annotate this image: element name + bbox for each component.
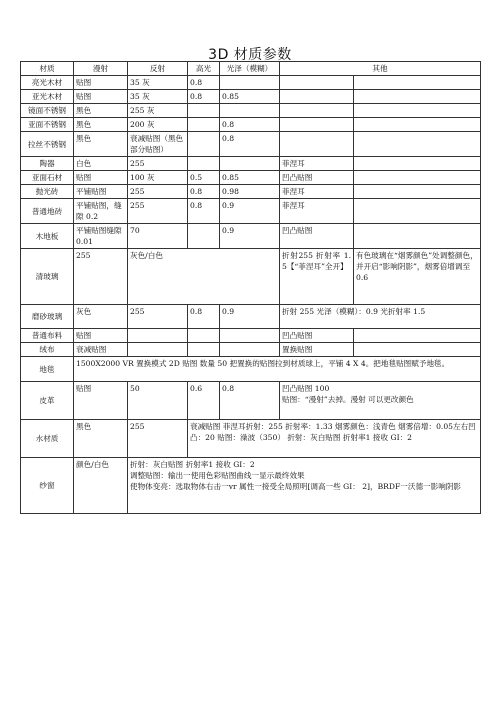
table-row xyxy=(21,185,481,199)
other-cell-extra xyxy=(354,329,481,343)
material-name: 纱窗 xyxy=(21,458,74,514)
other-cell-extra xyxy=(354,132,481,157)
other-cell: 菲涅耳 xyxy=(280,199,354,224)
other-cell-extra xyxy=(354,76,481,90)
highlight-cell xyxy=(188,329,220,343)
material-name: 绒布 xyxy=(21,343,74,357)
table-row xyxy=(21,343,481,357)
screen-line-1: 折射：灰白贴图 折射率1 接收 GI：2 xyxy=(130,460,255,469)
highlight-cell xyxy=(188,132,220,157)
header-gloss: 光泽（模糊） xyxy=(220,62,280,76)
highlight-cell xyxy=(188,343,220,357)
other-cell xyxy=(280,132,354,157)
diffuse-cell: 平铺贴图缝隙 0.01 xyxy=(74,224,128,249)
diffuse-cell: 黑色 xyxy=(74,104,128,118)
header-material: 材质 xyxy=(21,62,74,76)
diffuse-cell: 黑色 xyxy=(74,118,128,132)
other-cell xyxy=(280,104,354,118)
gloss-cell: 0.98 xyxy=(220,185,280,199)
reflect-cell: 35 灰 xyxy=(128,76,188,90)
gloss-cell: 0.8 xyxy=(220,118,280,132)
gloss-cell xyxy=(220,157,280,171)
diffuse-cell: 颜色/白色 xyxy=(74,458,128,514)
highlight-cell xyxy=(188,104,220,118)
material-name: 水材质 xyxy=(21,420,74,458)
material-name: 拉丝不锈钢 xyxy=(21,132,74,157)
highlight-cell xyxy=(188,224,220,249)
screen-line-2: 调整贴图：输出一使用色彩贴图曲线一显示最终效果 xyxy=(130,471,305,480)
diffuse-cell: 黑色 xyxy=(74,420,128,458)
material-name: 木地板 xyxy=(21,224,74,249)
other-cell xyxy=(280,118,354,132)
material-name: 镜面不锈钢 xyxy=(21,104,74,118)
gloss-cell: 0.8 xyxy=(220,382,280,420)
highlight-cell: 0.8 xyxy=(188,76,220,90)
highlight-cell xyxy=(188,157,220,171)
carpet-description: 1500X2000 VR 置换模式 2D 贴图 数量 50 把置换的贴图拉到材质球上，平铺 4 X 4。把地毯贴图赋予地毯。 xyxy=(74,357,481,382)
reflect-cell: 255 xyxy=(128,157,188,171)
table-row xyxy=(21,420,481,458)
reflect-cell: 255 xyxy=(128,185,188,199)
diffuse-cell: 贴图 xyxy=(74,171,128,185)
table-row xyxy=(21,157,481,171)
diffuse-cell: 贴图 xyxy=(74,382,128,420)
material-name: 亚面不锈钢 xyxy=(21,118,74,132)
other-cell-extra xyxy=(354,118,481,132)
reflect-cell xyxy=(128,329,188,343)
other-line-1: 凹凸贴图 100 xyxy=(282,384,330,393)
diffuse-cell: 平铺贴图，缝隙 0.2 xyxy=(74,199,128,224)
diffuse-cell: 贴图 xyxy=(74,90,128,104)
material-name: 亚光木材 xyxy=(21,90,74,104)
other-cell: 凹凸贴图 xyxy=(280,329,354,343)
reflect-cell: 255 灰 xyxy=(128,104,188,118)
other-cell-extra xyxy=(354,171,481,185)
reflect-cell: 200 灰 xyxy=(128,118,188,132)
highlight-cell: 0.8 xyxy=(188,185,220,199)
other-cell xyxy=(280,382,481,420)
other-line-2: 贴图：“漫射”去掉。漫射 可以更改颜色 xyxy=(282,395,414,404)
highlight-cell xyxy=(188,118,220,132)
material-params-table xyxy=(20,61,481,514)
table-row xyxy=(21,104,481,118)
other-cell-extra xyxy=(354,343,481,357)
table-row xyxy=(21,118,481,132)
header-reflect: 反射 xyxy=(128,62,188,76)
header-highlight: 高光 xyxy=(188,62,220,76)
other-cell-extra xyxy=(354,157,481,171)
other-cell-extra xyxy=(354,185,481,199)
gloss-cell: 0.9 xyxy=(220,305,280,329)
table-row xyxy=(21,329,481,343)
material-name: 普通地砖 xyxy=(21,199,74,224)
diffuse-cell: 平铺贴图 xyxy=(74,185,128,199)
other-cell-extra xyxy=(354,90,481,104)
other-cell-extra xyxy=(354,224,481,249)
other-cell: 置换贴图 xyxy=(280,343,354,357)
reflect-cell: 255 xyxy=(128,199,188,224)
highlight-cell: 0.8 xyxy=(188,305,220,329)
material-name: 地毯 xyxy=(21,357,74,382)
diffuse-cell: 衰减贴图 xyxy=(74,343,128,357)
other-cell xyxy=(280,90,354,104)
table-row xyxy=(21,199,481,224)
highlight-cell: 0.8 xyxy=(188,199,220,224)
table-row xyxy=(21,76,481,90)
highlight-cell: 0.5 xyxy=(188,171,220,185)
table-row xyxy=(21,249,481,305)
reflect-cell: 50 xyxy=(128,382,188,420)
highlight-cell: 0.6 xyxy=(188,382,220,420)
diffuse-cell: 贴图 xyxy=(74,76,128,90)
table-row xyxy=(21,171,481,185)
table-row xyxy=(21,458,481,514)
material-name: 亮光木材 xyxy=(21,76,74,90)
gloss-cell xyxy=(220,343,280,357)
material-name: 皮革 xyxy=(21,382,74,420)
material-name: 清玻璃 xyxy=(21,249,74,305)
table-row xyxy=(21,224,481,249)
gloss-cell xyxy=(220,76,280,90)
other-cell: 折射 255 光泽（模糊）：0.9 光折射率 1.5 xyxy=(280,305,481,329)
reflect-cell: 100 灰 xyxy=(128,171,188,185)
page-title: 3D 材质参数 xyxy=(208,47,292,63)
material-name: 磨砂玻璃 xyxy=(21,305,74,329)
table-row xyxy=(21,357,481,382)
screen-description xyxy=(128,458,481,514)
diffuse-cell: 灰色 xyxy=(74,305,128,329)
highlight-cell: 0.8 xyxy=(188,90,220,104)
other-cell: 折射255 折射率 1.5【“菲涅耳”全开】 xyxy=(280,249,354,305)
material-name: 普通布料 xyxy=(21,329,74,343)
diffuse-cell: 贴图 xyxy=(74,329,128,343)
other-cell-extra xyxy=(354,104,481,118)
reflect-cell: 255 xyxy=(128,420,188,458)
gloss-cell xyxy=(220,104,280,118)
reflect-cell: 35 灰 xyxy=(128,90,188,104)
table-row xyxy=(21,90,481,104)
diffuse-cell: 255 xyxy=(74,249,128,305)
material-name: 陶器 xyxy=(21,157,74,171)
diffuse-cell: 黑色 xyxy=(74,132,128,157)
header-other: 其他 xyxy=(280,62,481,76)
reflect-cell: 衰减贴图（黑色部分贴图） xyxy=(128,132,188,157)
diffuse-cell: 白色 xyxy=(74,157,128,171)
other-cell: 菲涅耳 xyxy=(280,157,354,171)
gloss-cell: 0.85 xyxy=(220,90,280,104)
reflect-cell xyxy=(128,343,188,357)
other-cell: 凹凸贴图 xyxy=(280,171,354,185)
header-diffuse: 漫射 xyxy=(74,62,128,76)
gloss-cell: 0.9 xyxy=(220,199,280,224)
gloss-cell: 0.85 xyxy=(220,171,280,185)
header-row xyxy=(21,62,481,76)
material-name: 亚面石材 xyxy=(21,171,74,185)
material-name: 抛光砖 xyxy=(21,185,74,199)
gloss-cell: 0.9 xyxy=(220,224,280,249)
table-row xyxy=(21,132,481,157)
gloss-cell: 0.8 xyxy=(220,132,280,157)
other-cell-extra xyxy=(354,199,481,224)
screen-line-3: 使物体变亮：选取物体右击一vr 属性一接受全局照明[调高一些 GI： 2]，BRDF一沃德一影响阴影 xyxy=(130,482,462,491)
table-row xyxy=(21,382,481,420)
water-description: 衰减贴图 菲涅耳折射：255 折射率：1.33 烟雾颜色：浅青色 烟雾倍增：0.05左右凹凸：20 贴图：澡波（350） 折射：灰白贴图 折射率1 接收 GI：2 xyxy=(188,420,481,458)
other-cell xyxy=(280,76,354,90)
reflect-cell: 255 xyxy=(128,305,188,329)
other-cell: 凹凸贴图 xyxy=(280,224,354,249)
gloss-cell xyxy=(220,329,280,343)
table-row xyxy=(21,305,481,329)
reflect-cell: 70 xyxy=(128,224,188,249)
other-cell-extra: 有色玻璃在“烟雾颜色”处调整颜色，并开启“影响阴影”，烟雾倍增调至 0.6 xyxy=(354,249,481,305)
other-cell: 菲涅耳 xyxy=(280,185,354,199)
reflect-cell: 灰色/白色 xyxy=(128,249,280,305)
